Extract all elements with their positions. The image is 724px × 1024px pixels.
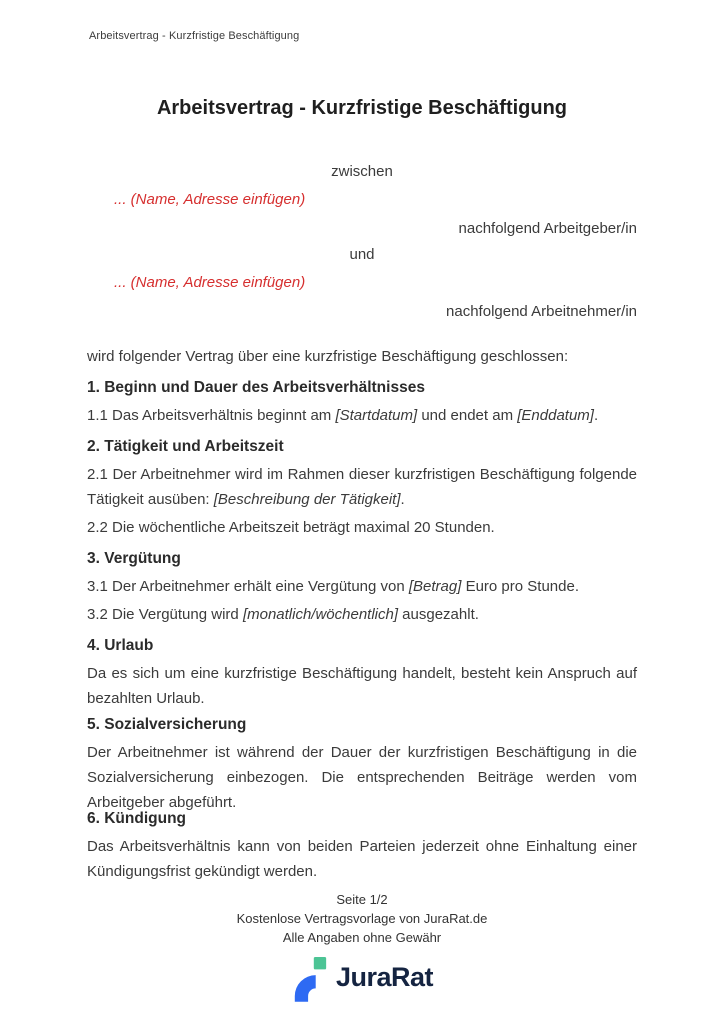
taetigkeit-placeholder: [Beschreibung der Tätigkeit] [213, 491, 401, 508]
jurarat-brand-logo [87, 952, 637, 1002]
employee-designation: nachfolgend Arbeitnehmer/in [446, 303, 637, 320]
intro-paragraph: wird folgender Vertrag über eine kurzfristige Beschäftigung geschlossen: [87, 348, 569, 365]
page-indicator: Seite 1/2 [336, 892, 388, 907]
enddatum-placeholder: [Enddatum] [517, 407, 594, 424]
clause-3-1 [87, 574, 637, 599]
jurarat-logo-icon [291, 952, 329, 1002]
page-footer [87, 890, 637, 1002]
clause-text: ausgezahlt. [398, 606, 479, 623]
brand-name: JuraRat [335, 961, 434, 992]
document-header-label: Arbeitsvertrag - Kurzfristige Beschäftigung [89, 30, 300, 42]
and-label: und [349, 246, 375, 263]
clause-text: und endet am [417, 407, 518, 424]
clause-text: . [593, 407, 599, 424]
clause-3-2 [87, 602, 637, 627]
clause-2-2 [87, 515, 637, 540]
clause-urlaub [87, 661, 637, 711]
section-heading: 1. Beginn und Dauer des Arbeitsverhältnisses [87, 379, 425, 396]
clause-kuendigung [87, 834, 637, 884]
section-urlaub [87, 635, 637, 711]
clause-text: 3.2 Die Vergütung wird [87, 606, 243, 623]
contract-parties-block [87, 162, 637, 322]
clause-text: 1.1 Das Arbeitsverhältnis beginnt am [87, 407, 336, 424]
section-kuendigung [87, 808, 637, 884]
clause-text: 2.1 Der Arbeitnehmer wird im Rahmen dieser kurzfristigen Beschäftigung folgende Tätigkeit ausüben: [87, 466, 637, 508]
employer-name-placeholder: ... (Name, Adresse einfügen) [114, 191, 306, 208]
auszahlung-placeholder: [monatlich/wöchentlich] [242, 606, 399, 623]
section-heading: 3. Vergütung [87, 550, 181, 567]
logo-green-square [314, 957, 326, 969]
section-heading: 4. Urlaub [87, 637, 154, 654]
section-taetigkeit-und-arbeitszeit [87, 436, 637, 540]
clause-text: 2.2 Die wöchentliche Arbeitszeit beträgt maximal 20 Stunden. [87, 519, 495, 536]
source-note: Kostenlose Vertragsvorlage von JuraRat.de [236, 911, 488, 926]
disclaimer: Alle Angaben ohne Gewähr [282, 930, 442, 945]
clause-text: Euro pro Stunde. [461, 578, 579, 595]
clause-text: Der Arbeitnehmer ist während der Dauer der kurzfristigen Beschäftigung in die Sozialversicherung einbezogen. Die entsprechenden Beiträge werden vom Arbeitgeber abgeführt. [87, 744, 637, 811]
startdatum-placeholder: [Startdatum] [335, 407, 418, 424]
clause-2-1 [87, 462, 637, 512]
clause-text: . [400, 491, 405, 508]
section-heading: 6. Kündigung [87, 810, 187, 827]
clause-text: Da es sich um eine kurzfristige Beschäftigung handelt, besteht kein Anspruch auf bezahlten Urlaub. [87, 665, 637, 707]
section-sozialversicherung [87, 714, 637, 815]
section-verguetung [87, 548, 637, 627]
betrag-placeholder: [Betrag] [408, 578, 462, 595]
clause-sozialversicherung [87, 740, 637, 815]
employee-name-placeholder: ... (Name, Adresse einfügen) [114, 274, 306, 291]
logo-blue-swoosh [295, 975, 316, 1002]
employer-designation: nachfolgend Arbeitgeber/in [458, 220, 637, 237]
page-title: Arbeitsvertrag - Kurzfristige Beschäftigung [156, 97, 568, 119]
between-label: zwischen [331, 163, 393, 180]
section-beginn-und-dauer [87, 377, 637, 428]
clause-1-1 [87, 403, 637, 428]
clause-text: 3.1 Der Arbeitnehmer erhält eine Vergütung von [87, 578, 409, 595]
section-heading: 2. Tätigkeit und Arbeitszeit [87, 438, 284, 455]
clause-text: Das Arbeitsverhältnis kann von beiden Parteien jederzeit ohne Einhaltung einer Kündigungsfrist gekündigt werden. [87, 838, 637, 880]
section-heading: 5. Sozialversicherung [87, 716, 247, 733]
